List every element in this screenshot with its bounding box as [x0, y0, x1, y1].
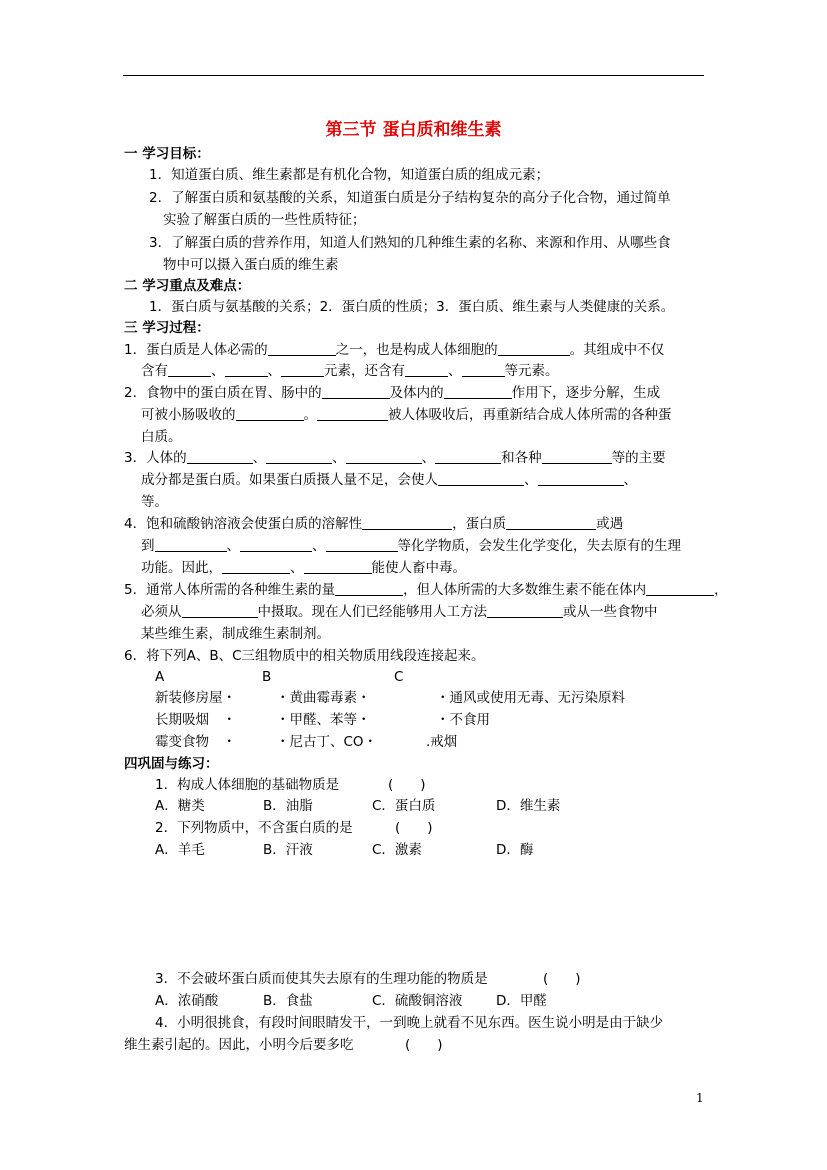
process-q6-text: 6．将下列A、B、C三组物质中的相关物质用线段连接起来。 [124, 648, 485, 664]
section-heading-practice: 四巩固与练习： [124, 756, 219, 772]
match-item-a-3[interactable]: 霉变食物 ・ [155, 734, 236, 750]
q1-text-c: 。其组成中不仅 [569, 342, 665, 358]
match-item-b-1[interactable]: ・黄曲霉毒素・ [276, 690, 371, 706]
match-item-c-1[interactable]: ・通风或使用无毒、无污染原料 [436, 690, 625, 706]
fill-blank[interactable] [326, 538, 398, 552]
process-q1-line-1 [124, 342, 664, 358]
q3-text-d: 、 [421, 450, 436, 466]
process-q5-line-2 [141, 604, 658, 620]
process-q2-line-2 [141, 407, 672, 423]
practice-q1-stem: 1．构成人体细胞的基础物质是 [155, 777, 340, 793]
process-q5-line-1 [124, 582, 728, 598]
q2-text-b: 及体内的 [389, 385, 444, 401]
page-title: 第三节 蛋白质和维生素 [325, 120, 502, 140]
practice-q4-line-2: 维生素引起的。因此，小明今后要多吃 [124, 1037, 354, 1053]
q2-text-c: 作用下，逐步分解，生成 [511, 385, 661, 401]
fill-blank[interactable] [322, 385, 390, 399]
section-heading-key-points: 二 学习重点及难点： [124, 278, 251, 294]
q3-text-h: 、 [524, 472, 538, 488]
q4-text-g: 等化学物质，会发生化学变化，失去原有的生理 [397, 538, 681, 554]
column-label-c: C [394, 669, 404, 685]
fill-blank[interactable] [538, 472, 624, 486]
q5-text-e: 中摄取。现在人们已经能够用人工方法 [257, 604, 487, 620]
option-a[interactable]: A．浓硝酸 [155, 993, 219, 1009]
match-item-c-3[interactable]: .戒烟 [426, 734, 458, 750]
goal-3-line-2: 物中可以摄入蛋白质的维生素 [163, 257, 339, 273]
option-a[interactable]: A．糖类 [155, 798, 205, 814]
q1-text-e: 、 [211, 363, 225, 379]
option-d[interactable]: D．酶 [496, 842, 534, 858]
option-c[interactable]: C．激素 [372, 842, 422, 858]
q1-text-b: 之一，也是构成人体细胞的 [335, 342, 498, 358]
option-c[interactable]: C．硫酸铜溶液 [372, 993, 463, 1009]
fill-blank[interactable] [435, 450, 501, 464]
q4-text-a: 4．饱和硫酸钠溶液会使蛋白质的溶解性 [124, 516, 363, 532]
fill-blank[interactable] [438, 472, 524, 486]
goal-2-line-1: 2．了解蛋白质和氨基酸的关系，知道蛋白质是分子结构复杂的高分子化合物，通过简单 [149, 190, 671, 206]
option-b[interactable]: B．汗液 [263, 842, 313, 858]
fill-blank[interactable] [222, 560, 290, 574]
fill-blank[interactable] [182, 604, 258, 618]
option-a[interactable]: A．羊毛 [155, 842, 205, 858]
fill-blank[interactable] [281, 363, 324, 377]
q2-text-e: 。 [303, 407, 317, 423]
fill-blank[interactable] [240, 538, 312, 552]
q1-text-h: 、 [448, 363, 462, 379]
option-d[interactable]: D．维生素 [496, 798, 561, 814]
header-rule [123, 75, 704, 76]
fill-blank[interactable] [646, 582, 714, 596]
answer-paren[interactable]: ( ) [395, 820, 433, 836]
q3-text-b: 、 [252, 450, 267, 466]
answer-paren[interactable]: ( ) [543, 971, 581, 987]
q3-text-g: 成分都是蛋白质。如果蛋白质摄人量不足，会使人 [141, 472, 438, 488]
q1-text-d: 含有 [141, 363, 168, 379]
q4-text-f: 、 [312, 538, 326, 554]
q4-text-j: 能使人畜中毒。 [371, 560, 466, 576]
q1-text-g: 元素，还含有 [324, 363, 405, 379]
fill-blank[interactable] [168, 363, 211, 377]
q4-text-e: 、 [226, 538, 240, 554]
option-c[interactable]: C．蛋白质 [372, 798, 436, 814]
fill-blank[interactable] [346, 450, 422, 464]
q3-text-a: 3．人体的 [124, 450, 187, 466]
process-q4-line-1 [124, 516, 623, 532]
q5-text-b: ，但人体所需的大多数维生素不能在体内 [403, 582, 647, 598]
q5-text-c: ， [714, 582, 728, 598]
match-item-a-1[interactable]: 新装修房屋・ [155, 690, 236, 706]
goal-2-line-2: 实验了解蛋白质的一些性质特征； [163, 212, 366, 228]
q4-text-c: 或遇 [596, 516, 624, 532]
column-label-b: B [262, 669, 272, 685]
q2-text-d: 可被小肠吸收的 [141, 407, 236, 423]
fill-blank[interactable] [225, 363, 268, 377]
q3-text-i: 、 [623, 472, 637, 488]
option-b[interactable]: B．食盐 [263, 993, 313, 1009]
match-item-a-2[interactable]: 长期吸烟 ・ [155, 712, 236, 728]
fill-blank[interactable] [335, 582, 403, 596]
option-b[interactable]: B．油脂 [263, 798, 313, 814]
fill-blank[interactable] [498, 342, 570, 356]
process-q2-line-1 [124, 385, 660, 401]
fill-blank[interactable] [155, 538, 227, 552]
process-q1-line-2 [141, 363, 559, 379]
q5-text-d: 必须从 [141, 604, 182, 620]
q1-text-f: 、 [267, 363, 281, 379]
q4-text-b: ，蛋白质 [452, 516, 507, 532]
process-q4-line-2 [141, 538, 681, 554]
q5-text-a: 5．通常人体所需的各种维生素的量 [124, 582, 336, 598]
option-d[interactable]: D．甲醛 [496, 993, 547, 1009]
q1-text-i: 等元素。 [504, 363, 559, 379]
q2-text-a: 2．食物中的蛋白质在胃、肠中的 [124, 385, 322, 401]
fill-blank[interactable] [236, 407, 304, 421]
process-q3-line-2 [141, 472, 637, 488]
column-label-a: A [155, 669, 165, 685]
match-item-b-3[interactable]: ・尼古丁、CO・ [276, 734, 378, 750]
goal-1: 1．知道蛋白质、维生素都是有机化合物，知道蛋白质的组成元素； [149, 167, 550, 183]
practice-q3-stem: 3．不会破坏蛋白质而使其失去原有的生理功能的物质是 [155, 971, 488, 987]
q4-text-h: 功能。因此， [141, 560, 222, 576]
fill-blank[interactable] [317, 407, 388, 421]
section-heading-goals: 一 学习目标： [124, 146, 210, 162]
q2-text-f: 被人体吸收后，再重新结合成人体所需的各种蛋 [388, 407, 672, 423]
answer-paren[interactable]: ( ) [388, 777, 426, 793]
page-number: 1 [696, 1091, 704, 1105]
process-q3-line-3: 等。 [141, 494, 168, 510]
fill-blank[interactable] [444, 385, 512, 399]
fill-blank[interactable] [362, 516, 452, 530]
fill-blank[interactable] [266, 450, 332, 464]
match-item-c-2[interactable]: ・不食用 [436, 712, 490, 728]
q3-text-e: 和各种 [501, 450, 542, 466]
fill-blank[interactable] [542, 450, 612, 464]
key-points-text: 1．蛋白质与氨基酸的关系；2．蛋白质的性质；3．蛋白质、维生素与人类健康的关系。 [149, 299, 675, 315]
fill-blank[interactable] [268, 342, 336, 356]
fill-blank[interactable] [462, 363, 505, 377]
process-q3-line-1 [124, 450, 666, 466]
process-q2-line-3: 白质。 [141, 429, 182, 445]
q1-text-a: 1．蛋白质是人体必需的 [124, 342, 268, 358]
process-q5-line-3: 某些维生素，制成维生素制剂。 [141, 626, 330, 642]
section-heading-process: 三 学习过程： [124, 320, 210, 336]
fill-blank[interactable] [405, 363, 448, 377]
process-q4-line-3 [141, 560, 466, 576]
practice-q2-stem: 2．下列物质中，不含蛋白质的是 [155, 820, 353, 836]
q4-text-d: 到 [141, 538, 155, 554]
fill-blank[interactable] [304, 560, 372, 574]
fill-blank[interactable] [506, 516, 596, 530]
q3-text-f: 等的主要 [611, 450, 666, 466]
answer-paren[interactable]: ( ) [405, 1037, 443, 1053]
q5-text-f: 或从一些食物中 [563, 604, 658, 620]
fill-blank[interactable] [187, 450, 253, 464]
goal-3-line-1: 3．了解蛋白质的营养作用，知道人们熟知的几种维生素的名称、来源和作用、从哪些食 [149, 235, 671, 251]
match-item-b-2[interactable]: ・甲醛、苯等・ [276, 712, 371, 728]
practice-q4-line-1: 4．小明很挑食，有段时间眼睛发干，一到晚上就看不见东西。医生说小明是由于缺少 [155, 1015, 664, 1031]
q4-text-i: 、 [290, 560, 304, 576]
q3-text-c: 、 [332, 450, 346, 466]
fill-blank[interactable] [487, 604, 563, 618]
